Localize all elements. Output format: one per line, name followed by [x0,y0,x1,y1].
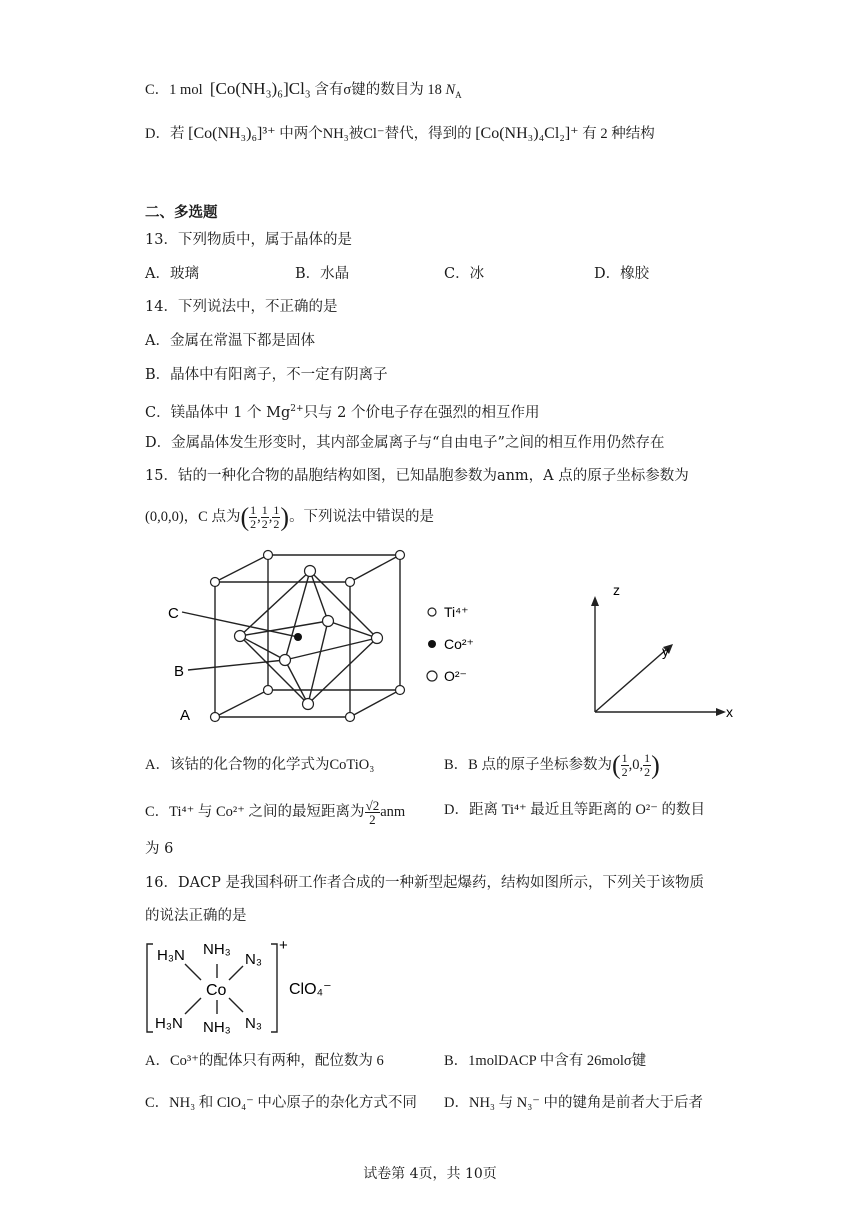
center-atom-c [294,633,302,641]
q15-stem-line2: (0,0,0)，C 点为( $\frac{1}{2}$ , $\frac{1}{2}$ , $\frac{1}{2}$ )。下列说法中错误的是 [145,502,435,532]
corner-atom-a [211,713,220,722]
page-footer: 试卷第 4页，共 10页 [363,1166,497,1182]
corner-atom [264,686,273,695]
q12-option-c: C．1 mol [Co(NH₃)₆]Cl₃ 含有σ键的数目为 18 $N_A$ [145,79,462,100]
section-title: 二、多选题 [145,204,218,221]
q16-option-d: D．NH₃ 与 N₃⁻ 中的键角是前者大于后者 [444,1095,704,1111]
ligand-nh3-top: NH₃ [203,941,231,958]
ligand-nh3-bottom: NH₃ [203,1019,231,1036]
q15-option-c: C．Ti⁴⁺ 与 Co²⁺ 之间的最短距离为 $\frac{√2}{2}$ anm [145,798,406,828]
corner-atom [264,551,273,560]
anion-clo4: ClO₄⁻ [289,981,332,998]
q13-option-c: C．冰 [444,266,485,282]
q16-option-b: B．1molDACP 中含有 26molσ键 [444,1053,647,1069]
label-a: A [180,707,191,724]
x-arrow-icon [716,708,726,716]
face-atom [303,699,314,710]
q14-option-c: C．镁晶体中 1 个 $Mg^{2+}$只与 2 个价电子存在强烈的相互作用 [145,404,540,421]
q16-option-a: A．Co³⁺的配体只有两种，配位数为 6 [145,1053,384,1069]
corner-atom [396,551,405,560]
q15-option-d: D．距离 Ti⁴⁺ 最近且等距离的 O²⁻ 的数目 [444,802,706,818]
axis-y: y [662,643,669,659]
face-atom [372,633,383,644]
corner-atom [346,578,355,587]
q14-option-a: A．金属在常温下都是固体 [145,333,315,349]
legend-open-circle-icon [427,671,437,681]
dacp-structure-figure [143,938,363,1038]
q13-option-a: A．玻璃 [145,266,199,282]
q14-option-b: B．晶体中有阳离子，不一定有阴离子 [145,367,388,383]
face-atom [323,616,334,627]
q15-option-a: A．该钴的化合物的化学式为CoTiO₃ [145,757,375,773]
crystal-cell-figure [160,540,760,730]
q15-option-d-cont: 为 6 [145,841,174,857]
q16-stem-line2: 的说法正确的是 [145,908,247,924]
ligand-h3n-bottom: H₃N [155,1015,183,1032]
axis-z: z [613,582,620,598]
q12-option-d: D．若 [Co(NH₃)₆]³⁺ 中两个NH₃被Cl⁻替代，得到的 [Co(NH₃)₄Cl₂]⁺ 有 2 种结构 [145,125,655,142]
corner-atom [346,713,355,722]
legend-filled-circle-icon [428,640,436,648]
q13-stem: 13．下列物质中，属于晶体的是 [145,232,352,248]
q13-option-b: B．水晶 [295,266,350,282]
corner-atom [396,686,405,695]
charge-plus: + [279,938,288,954]
q16-stem-line1: 16．DACP 是我国科研工作者合成的一种新型起爆药，结构如图所示，下列关于该物质 [145,875,705,891]
axis-x: x [726,704,733,720]
legend-open-circle-icon [428,608,436,616]
z-arrow-icon [591,596,599,606]
legend-o: O²⁻ [444,668,467,684]
corner-atom [211,578,220,587]
label-c: C [168,605,179,622]
ligand-n3-bottom: N₃ [245,1015,262,1032]
face-atom-b [280,655,291,666]
q14-stem: 14．下列说法中，不正确的是 [145,299,338,315]
q15-option-b: B．B 点的原子坐标参数为( $\frac{1}{2}$ ,0, $\frac{1}{2}$ ) [444,750,660,780]
legend-ti: Ti⁴⁺ [444,604,469,620]
ligand-n3-top: N₃ [245,951,262,968]
legend-co: Co²⁺ [444,636,474,652]
ligand-h3n-top: H₃N [157,947,185,964]
q14-option-d: D．金属晶体发生形变时，其内部金属离子与“自由电子”之间的相互作用仍然存在 [145,435,665,451]
q13-option-d: D．橡胶 [594,266,650,282]
face-atom [235,631,246,642]
q15-stem-line1: 15．钴的一种化合物的晶胞结构如图，已知晶胞参数为anm，A 点的原子坐标参数为 [145,468,689,484]
q16-option-c: C．NH₃ 和 ClO₄⁻ 中心原子的杂化方式不同 [145,1095,417,1111]
face-atom [305,566,316,577]
center-co: Co [206,982,227,999]
label-b: B [174,663,185,680]
